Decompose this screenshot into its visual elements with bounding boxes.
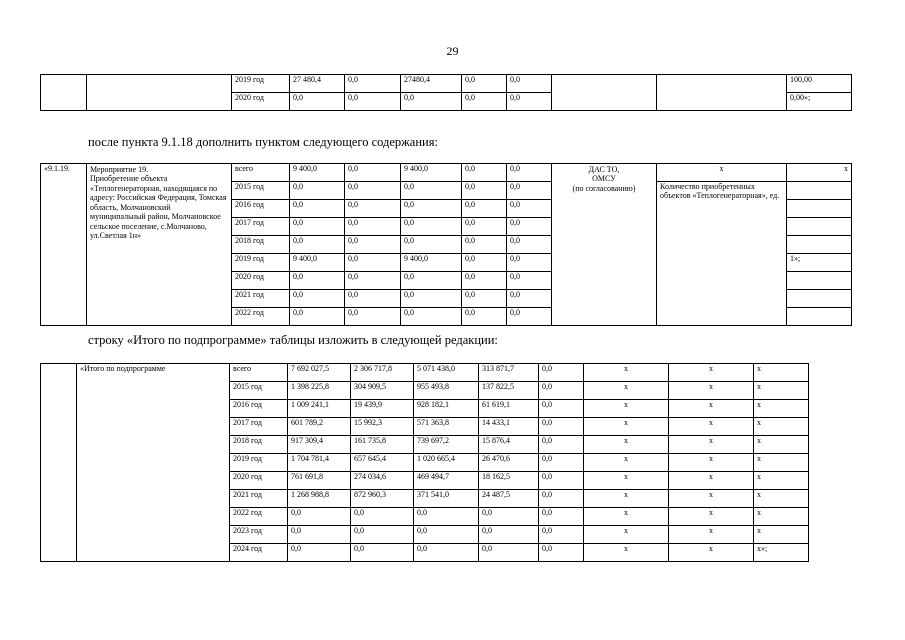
value-cell: 371 541,0 bbox=[414, 490, 479, 508]
value-cell: 0,0 bbox=[507, 272, 552, 290]
value-cell: 0,0 bbox=[507, 218, 552, 236]
value-cell: 0,0 bbox=[462, 272, 507, 290]
value-cell: 0,0 bbox=[345, 272, 401, 290]
x-cell: x bbox=[584, 364, 669, 382]
value-cell: 917 309,4 bbox=[288, 436, 351, 454]
value-cell: 0,0 bbox=[401, 236, 462, 254]
value-cell: 0,0 bbox=[539, 364, 584, 382]
value-cell: 0,0 bbox=[462, 164, 507, 182]
year-cell: 2018 год bbox=[230, 436, 288, 454]
value-cell: 928 182,1 bbox=[414, 400, 479, 418]
year-cell: 2024 год bbox=[230, 544, 288, 562]
x-cell: x bbox=[754, 508, 809, 526]
value-cell: 0,0 bbox=[462, 254, 507, 272]
value-cell: 14 433,1 bbox=[479, 418, 539, 436]
continuation-table bbox=[40, 74, 852, 111]
indicator-value: 1»; bbox=[787, 254, 852, 272]
total-label: «Итого по подпрограмме bbox=[77, 364, 230, 562]
value-cell: 0,0 bbox=[345, 236, 401, 254]
value-cell: 9 400,0 bbox=[290, 164, 345, 182]
value-cell: 0,0 bbox=[507, 182, 552, 200]
value-cell: 0,0 bbox=[351, 544, 414, 562]
value-cell: 0,0 bbox=[414, 544, 479, 562]
value-cell: 19 439,9 bbox=[351, 400, 414, 418]
value-cell: 0,0 bbox=[401, 200, 462, 218]
year-cell: 2016 год bbox=[232, 200, 290, 218]
value-cell: 0,0 bbox=[462, 75, 507, 93]
value-cell: 137 822,5 bbox=[479, 382, 539, 400]
x-cell: x bbox=[584, 490, 669, 508]
value-cell: 0,0 bbox=[401, 182, 462, 200]
value-cell: 0,0 bbox=[462, 218, 507, 236]
year-cell: 2015 год bbox=[232, 182, 290, 200]
value-cell: 0,0 bbox=[507, 254, 552, 272]
x-cell: x bbox=[584, 454, 669, 472]
x-cell: x bbox=[669, 400, 754, 418]
value-cell: 0,0 bbox=[345, 218, 401, 236]
year-cell: 2016 год bbox=[230, 400, 288, 418]
year-cell: всего bbox=[230, 364, 288, 382]
value-cell: 1 704 781,4 bbox=[288, 454, 351, 472]
x-cell: x bbox=[754, 472, 809, 490]
value-cell: 0,0 bbox=[507, 236, 552, 254]
value-cell: 761 691,8 bbox=[288, 472, 351, 490]
year-cell: 2017 год bbox=[230, 418, 288, 436]
value-cell: 0,0 bbox=[507, 164, 552, 182]
x-cell: x bbox=[754, 526, 809, 544]
value-cell: 0,0 bbox=[345, 93, 401, 111]
value-cell: 601 789,2 bbox=[288, 418, 351, 436]
value-cell: 571 363,8 bbox=[414, 418, 479, 436]
executor-cell: ДАС ТО, ОМСУ (по согласованию) bbox=[552, 164, 657, 326]
value-cell: 955 493,8 bbox=[414, 382, 479, 400]
indicator-name: Количество приобретенных объектов «Теплогенераторная», ед. bbox=[657, 182, 787, 326]
value-cell: 27480,4 bbox=[401, 75, 462, 93]
x-cell: x bbox=[584, 436, 669, 454]
value-cell: 657 645,4 bbox=[351, 454, 414, 472]
value-cell: 0,0 bbox=[290, 200, 345, 218]
value-cell: 0,0 bbox=[539, 526, 584, 544]
year-cell: 2017 год bbox=[232, 218, 290, 236]
value-cell: 0,0 bbox=[345, 308, 401, 326]
table-row bbox=[41, 75, 852, 93]
x-cell: x bbox=[754, 454, 809, 472]
value-cell: 0,0 bbox=[507, 308, 552, 326]
value-cell: 0,0 bbox=[290, 236, 345, 254]
x-cell: x bbox=[584, 544, 669, 562]
page-number: 29 bbox=[446, 44, 459, 58]
x-cell: x bbox=[754, 364, 809, 382]
total-table bbox=[40, 363, 809, 562]
value-cell: 0,0 bbox=[479, 544, 539, 562]
year-cell: 2018 год bbox=[232, 236, 290, 254]
value-cell: 0,0 bbox=[462, 93, 507, 111]
x-cell: x bbox=[669, 382, 754, 400]
value-cell: 0,0 bbox=[507, 93, 552, 111]
x-cell: x bbox=[584, 472, 669, 490]
value-cell: 0,0 bbox=[351, 508, 414, 526]
value-cell: 0,0 bbox=[539, 544, 584, 562]
year-cell: 2019 год bbox=[230, 454, 288, 472]
x-cell: x bbox=[754, 490, 809, 508]
year-cell: 2019 год bbox=[232, 75, 290, 93]
value-cell: 9 400,0 bbox=[290, 254, 345, 272]
value-cell: 872 960,3 bbox=[351, 490, 414, 508]
value-cell: 739 697,2 bbox=[414, 436, 479, 454]
value-cell: 0,0 bbox=[539, 400, 584, 418]
x-cell: x bbox=[669, 364, 754, 382]
table-row bbox=[41, 164, 852, 182]
value-cell: 0,0 bbox=[539, 382, 584, 400]
value-cell: 24 487,5 bbox=[479, 490, 539, 508]
value-cell: 0,0 bbox=[507, 75, 552, 93]
x-cell: x bbox=[584, 508, 669, 526]
value-cell: 0,0 bbox=[539, 508, 584, 526]
value-cell: 0,0 bbox=[288, 526, 351, 544]
value-cell: 9 400,0 bbox=[401, 164, 462, 182]
table-row bbox=[41, 364, 809, 382]
year-cell: 2022 год bbox=[230, 508, 288, 526]
year-cell: 2015 год bbox=[230, 382, 288, 400]
value-cell: 0,0 bbox=[401, 290, 462, 308]
value-cell: 9 400,0 bbox=[401, 254, 462, 272]
value-cell: 0,0 bbox=[462, 236, 507, 254]
year-cell: 2021 год bbox=[230, 490, 288, 508]
value-cell: 0,0 bbox=[539, 472, 584, 490]
year-cell: всего bbox=[232, 164, 290, 182]
value-cell: 15 992,3 bbox=[351, 418, 414, 436]
measure-description: Мероприятие 19. Приобретение объекта «Теплогенераторная, находящаяся по адресу: Российская Федерация, Томская область, Молчановский муниципальный район, Молчановское сельское поселение, с.Молчаново, ул.Светлая 1н» bbox=[87, 164, 232, 326]
x-cell: x bbox=[669, 490, 754, 508]
x-cell: x bbox=[754, 418, 809, 436]
x-cell: x bbox=[584, 526, 669, 544]
value-cell: 0,0 bbox=[462, 290, 507, 308]
table-row bbox=[41, 93, 852, 111]
x-cell: x bbox=[669, 544, 754, 562]
value-cell: 0,0 bbox=[345, 200, 401, 218]
value-cell: 0,0 bbox=[507, 290, 552, 308]
x-cell: x bbox=[584, 418, 669, 436]
x-cell: x bbox=[669, 472, 754, 490]
value-cell: 0,0 bbox=[539, 418, 584, 436]
year-cell: 2020 год bbox=[230, 472, 288, 490]
value-cell: 0,0 bbox=[290, 308, 345, 326]
value-cell: 0,0 bbox=[290, 93, 345, 111]
value-cell: 18 162,5 bbox=[479, 472, 539, 490]
measure-table bbox=[40, 163, 852, 326]
value-cell: 0,0 bbox=[345, 254, 401, 272]
value-cell: 0,0 bbox=[462, 308, 507, 326]
x-cell: x bbox=[669, 526, 754, 544]
year-cell: 2023 год bbox=[230, 526, 288, 544]
value-cell: 0,0 bbox=[288, 544, 351, 562]
year-cell: 2019 год bbox=[232, 254, 290, 272]
year-cell: 2022 год bbox=[232, 308, 290, 326]
x-cell: x bbox=[754, 436, 809, 454]
value-cell: 27 480,4 bbox=[290, 75, 345, 93]
value-cell: 5 071 438,0 bbox=[414, 364, 479, 382]
value-cell: 1 398 225,8 bbox=[288, 382, 351, 400]
x-cell: x bbox=[669, 508, 754, 526]
x-cell: x bbox=[584, 400, 669, 418]
value-cell: 0,00»; bbox=[787, 93, 852, 111]
x-cell: x bbox=[669, 418, 754, 436]
value-cell: 26 470,6 bbox=[479, 454, 539, 472]
x-cell: x bbox=[669, 454, 754, 472]
value-cell: 274 034,6 bbox=[351, 472, 414, 490]
value-cell: 0,0 bbox=[290, 182, 345, 200]
x-cell: x bbox=[669, 436, 754, 454]
value-cell: 0,0 bbox=[290, 218, 345, 236]
x-cell: x»; bbox=[754, 544, 809, 562]
x-cell: x bbox=[754, 382, 809, 400]
value-cell: 0,0 bbox=[345, 290, 401, 308]
instruction-paragraph-1: после пункта 9.1.18 дополнить пунктом следующего содержания: bbox=[88, 135, 438, 149]
value-cell: 0,0 bbox=[351, 526, 414, 544]
item-code: «9.1.19. bbox=[41, 164, 87, 326]
value-cell: 0,0 bbox=[288, 508, 351, 526]
value-cell: 313 871,7 bbox=[479, 364, 539, 382]
value-cell: 61 619,1 bbox=[479, 400, 539, 418]
indicator-x-cell: x bbox=[657, 164, 787, 182]
value-cell: 0,0 bbox=[401, 218, 462, 236]
value-cell: 0,0 bbox=[401, 308, 462, 326]
value-cell: 0,0 bbox=[401, 272, 462, 290]
value-cell: 0,0 bbox=[401, 93, 462, 111]
year-cell: 2020 год bbox=[232, 272, 290, 290]
value-cell: 0,0 bbox=[539, 454, 584, 472]
value-cell: 1 020 665,4 bbox=[414, 454, 479, 472]
value-cell: 0,0 bbox=[414, 526, 479, 544]
value-cell: 1 268 988,8 bbox=[288, 490, 351, 508]
value-cell: 1 009 241,1 bbox=[288, 400, 351, 418]
value-cell: 469 494,7 bbox=[414, 472, 479, 490]
value-cell: 0,0 bbox=[462, 200, 507, 218]
value-cell: 0,0 bbox=[462, 182, 507, 200]
value-cell: 304 909,5 bbox=[351, 382, 414, 400]
value-cell: 0,0 bbox=[345, 182, 401, 200]
value-cell: 0,0 bbox=[479, 526, 539, 544]
year-cell: 2020 год bbox=[232, 93, 290, 111]
value-cell: 161 735,8 bbox=[351, 436, 414, 454]
value-cell: 7 692 027,5 bbox=[288, 364, 351, 382]
value-cell: 0,0 bbox=[345, 164, 401, 182]
value-cell: 100,00 bbox=[787, 75, 852, 93]
value-cell: 0,0 bbox=[414, 508, 479, 526]
value-cell: 0,0 bbox=[479, 508, 539, 526]
value-cell: 0,0 bbox=[345, 75, 401, 93]
value-x-cell: x bbox=[787, 164, 852, 182]
value-cell: 15 876,4 bbox=[479, 436, 539, 454]
x-cell: x bbox=[754, 400, 809, 418]
year-cell: 2021 год bbox=[232, 290, 290, 308]
value-cell: 0,0 bbox=[290, 290, 345, 308]
value-cell: 0,0 bbox=[290, 272, 345, 290]
value-cell: 0,0 bbox=[507, 200, 552, 218]
x-cell: x bbox=[584, 382, 669, 400]
value-cell: 2 306 717,8 bbox=[351, 364, 414, 382]
instruction-paragraph-2: строку «Итого по подпрограмме» таблицы изложить в следующей редакции: bbox=[88, 333, 498, 347]
value-cell: 0,0 bbox=[539, 490, 584, 508]
value-cell: 0,0 bbox=[539, 436, 584, 454]
